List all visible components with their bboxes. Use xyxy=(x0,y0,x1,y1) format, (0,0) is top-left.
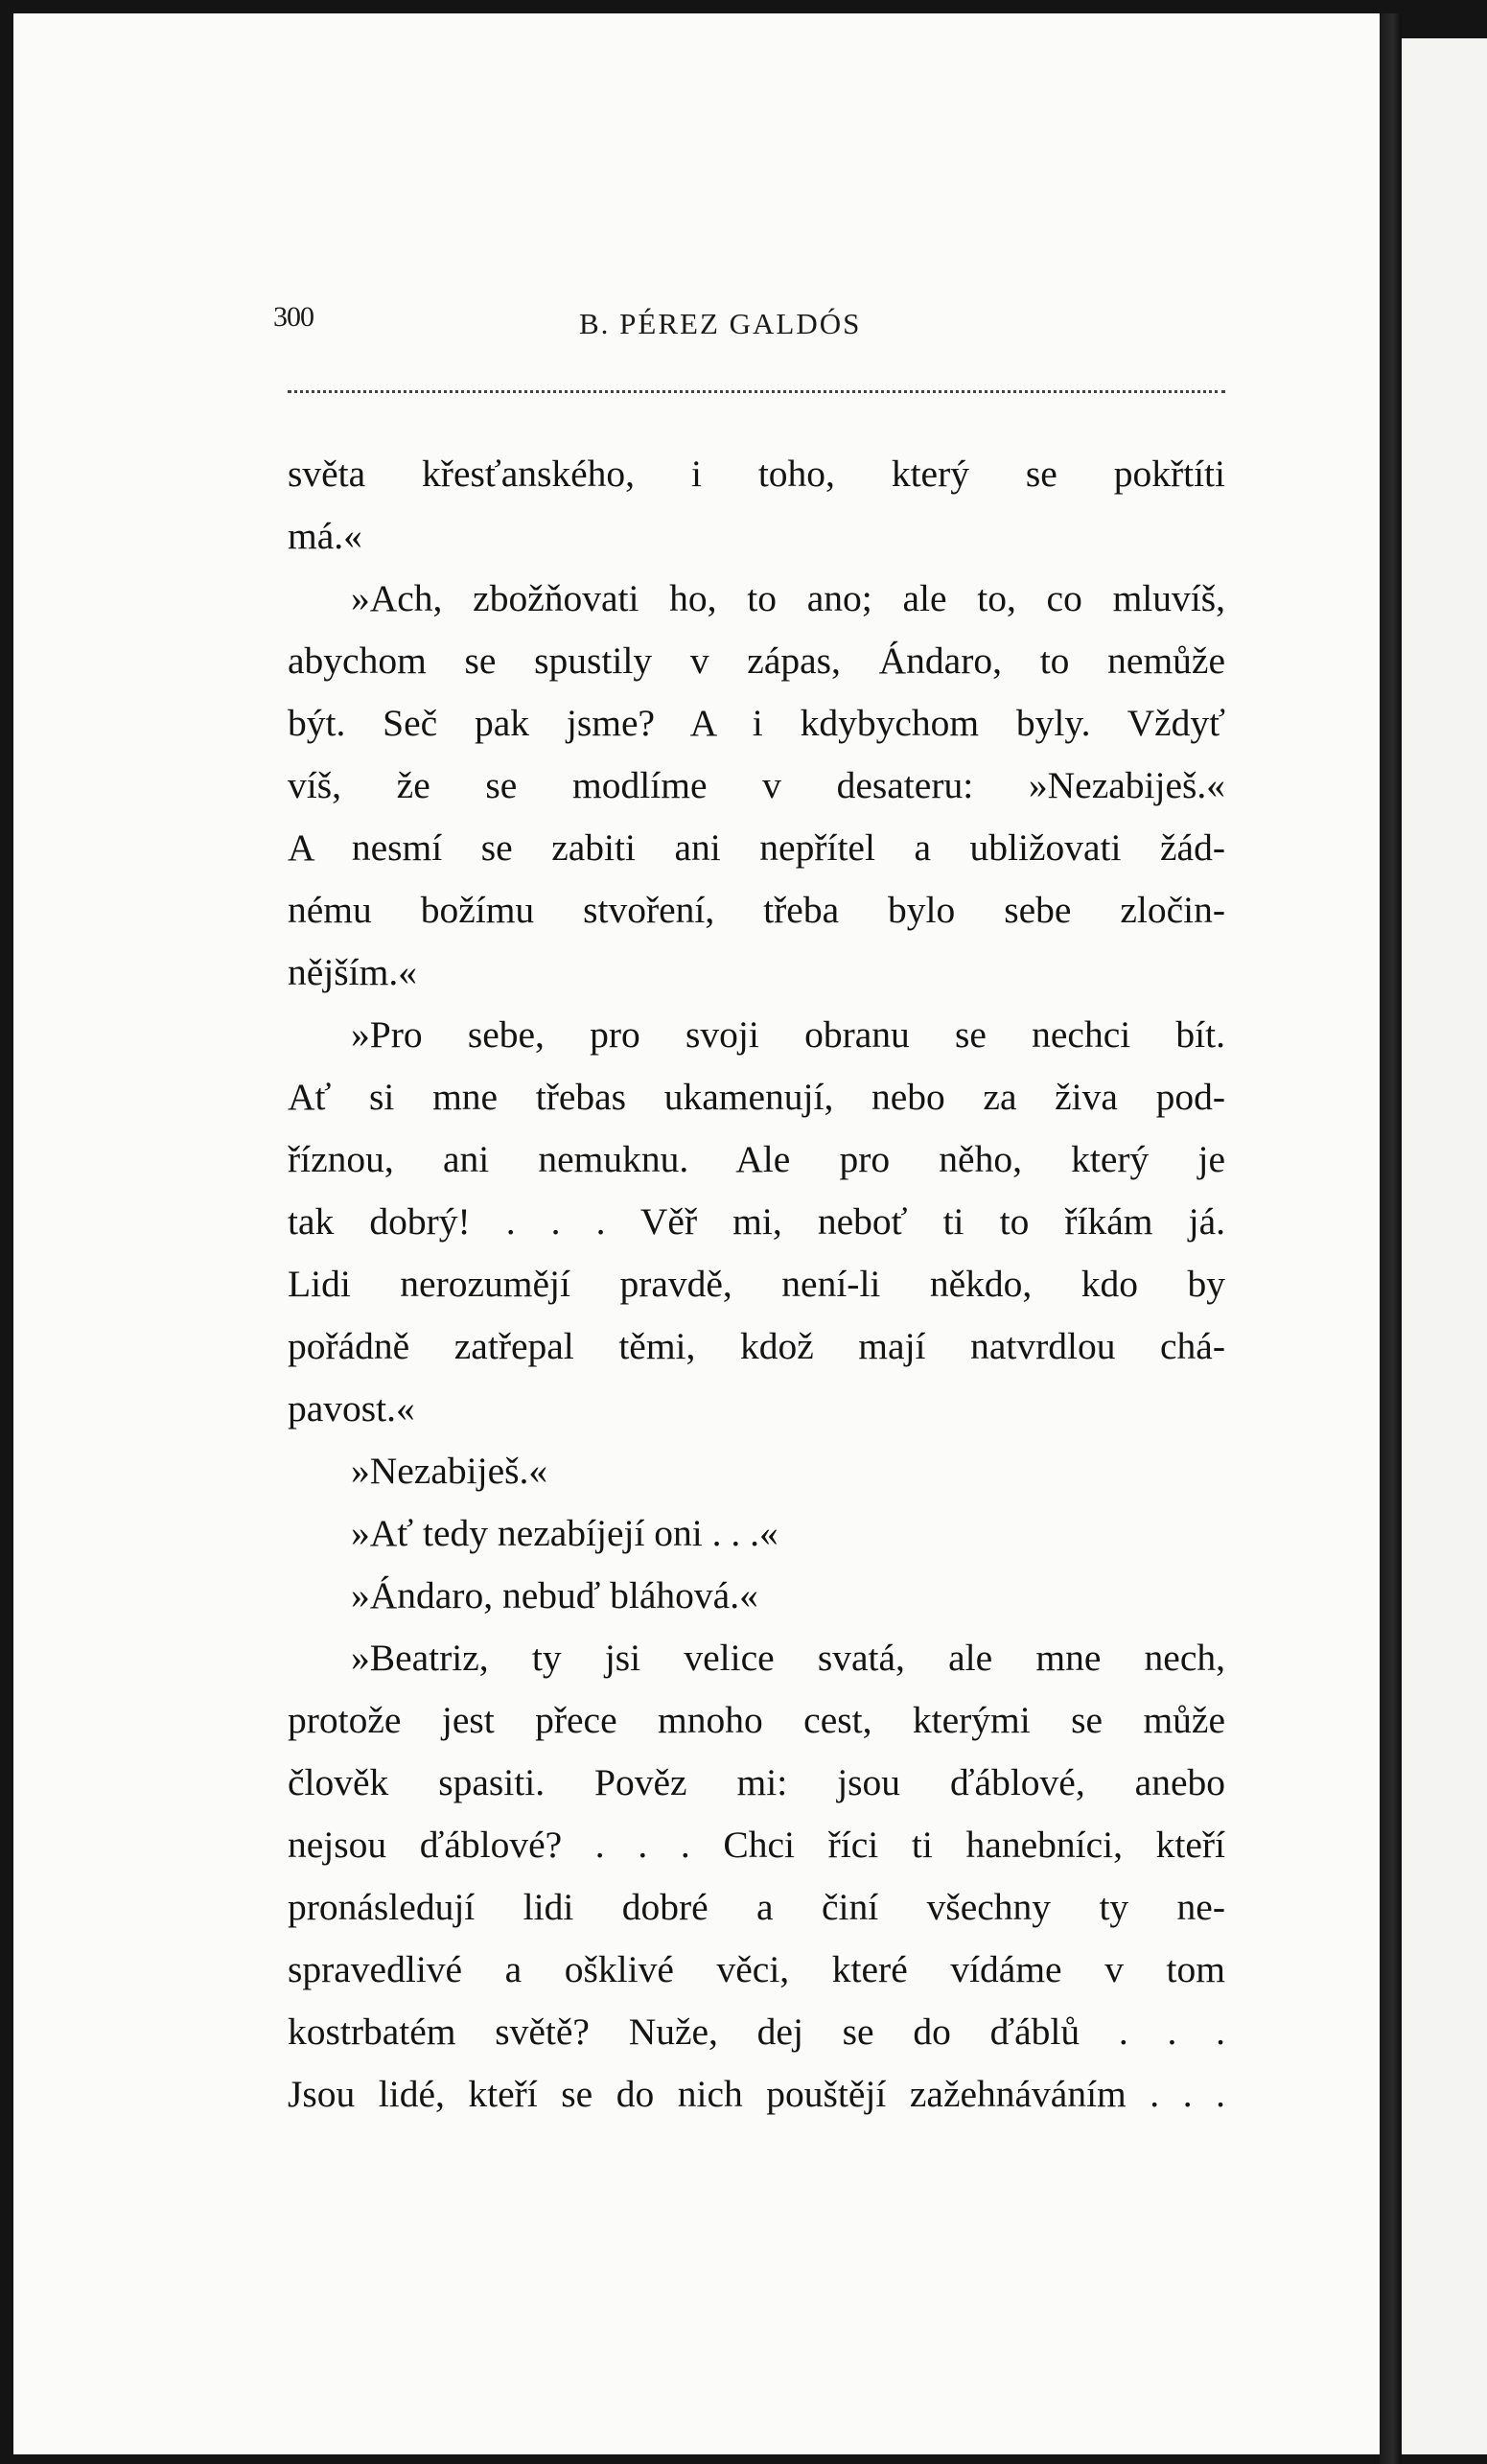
text-line: kostrbatém světě? Nuže, dej se do ďáblů . . . xyxy=(288,2011,1225,2053)
text-line: »Pro sebe, pro svoji obranu se nechci bít. xyxy=(351,1013,1225,1056)
text-line: »Ándaro, nebuď bláhová.« xyxy=(351,1574,758,1616)
text-line: Lidi nerozumějí pravdě, není-li někdo, kdo by xyxy=(288,1263,1225,1305)
page-paper xyxy=(13,13,1380,2454)
text-line: »Nezabiješ.« xyxy=(351,1450,548,1492)
running-head-author: B. PÉREZ GALDÓS xyxy=(579,307,862,340)
text-line: člověk spasiti. Pověz mi: jsou ďáblové, anebo xyxy=(288,1761,1225,1803)
text-line: pavost.« xyxy=(288,1387,415,1430)
text-line: abychom se spustily v zápas, Ándaro, to nemůže xyxy=(288,639,1225,682)
running-head xyxy=(13,297,1380,355)
adjacent-page-edge xyxy=(1402,38,1487,2454)
page-number: 300 xyxy=(273,301,314,333)
text-line: pronásledují lidi dobré a činí všechny ty ne- xyxy=(288,1886,1225,1928)
text-line: světa křesťanského, i toho, který se pokřtíti xyxy=(288,453,1225,495)
text-line: pořádně zatřepal těmi, kdož mají natvrdlou chá- xyxy=(288,1325,1225,1367)
text-line: nějším.« xyxy=(288,951,417,993)
text-line: Jsou lidé, kteří se do nich pouštějí zažehnáváním . . . xyxy=(288,2073,1225,2115)
gutter-shadow xyxy=(1380,13,1402,2464)
text-line: tak dobrý! . . . Věř mi, neboť ti to říkám já. xyxy=(288,1200,1225,1243)
body-text xyxy=(288,443,1225,2126)
text-line: protože jest přece mnoho cest, kterými se může xyxy=(288,1699,1225,1741)
text-line: »Ach, zbožňovati ho, to ano; ale to, co mluvíš, xyxy=(351,577,1225,619)
text-line: Ať si mne třebas ukamenují, nebo za živa pod- xyxy=(288,1076,1225,1118)
text-line: být. Seč pak jsme? A i kdybychom byly. Vždyť xyxy=(288,702,1225,744)
text-line: nejsou ďáblové? . . . Chci říci ti hanebníci, kteří xyxy=(288,1824,1225,1866)
text-line: »Beatriz, ty jsi velice svatá, ale mne nech, xyxy=(351,1637,1225,1679)
text-line: A nesmí se zabiti ani nepřítel a ubližovati žád- xyxy=(288,826,1225,869)
text-line: spravedlivé a ošklivé věci, které vídáme v tom xyxy=(288,1948,1225,1990)
text-line: nému božímu stvoření, třeba bylo sebe zločin- xyxy=(288,889,1225,931)
text-line: »Ať tedy nezabíjejí oni . . .« xyxy=(351,1512,778,1554)
header-divider xyxy=(288,390,1225,393)
text-line: říznou, ani nemuknu. Ale pro něho, který je xyxy=(288,1138,1225,1180)
text-line: má.« xyxy=(288,515,362,557)
text-line: víš, že se modlíme v desateru: »Nezabiješ.« xyxy=(288,764,1225,806)
